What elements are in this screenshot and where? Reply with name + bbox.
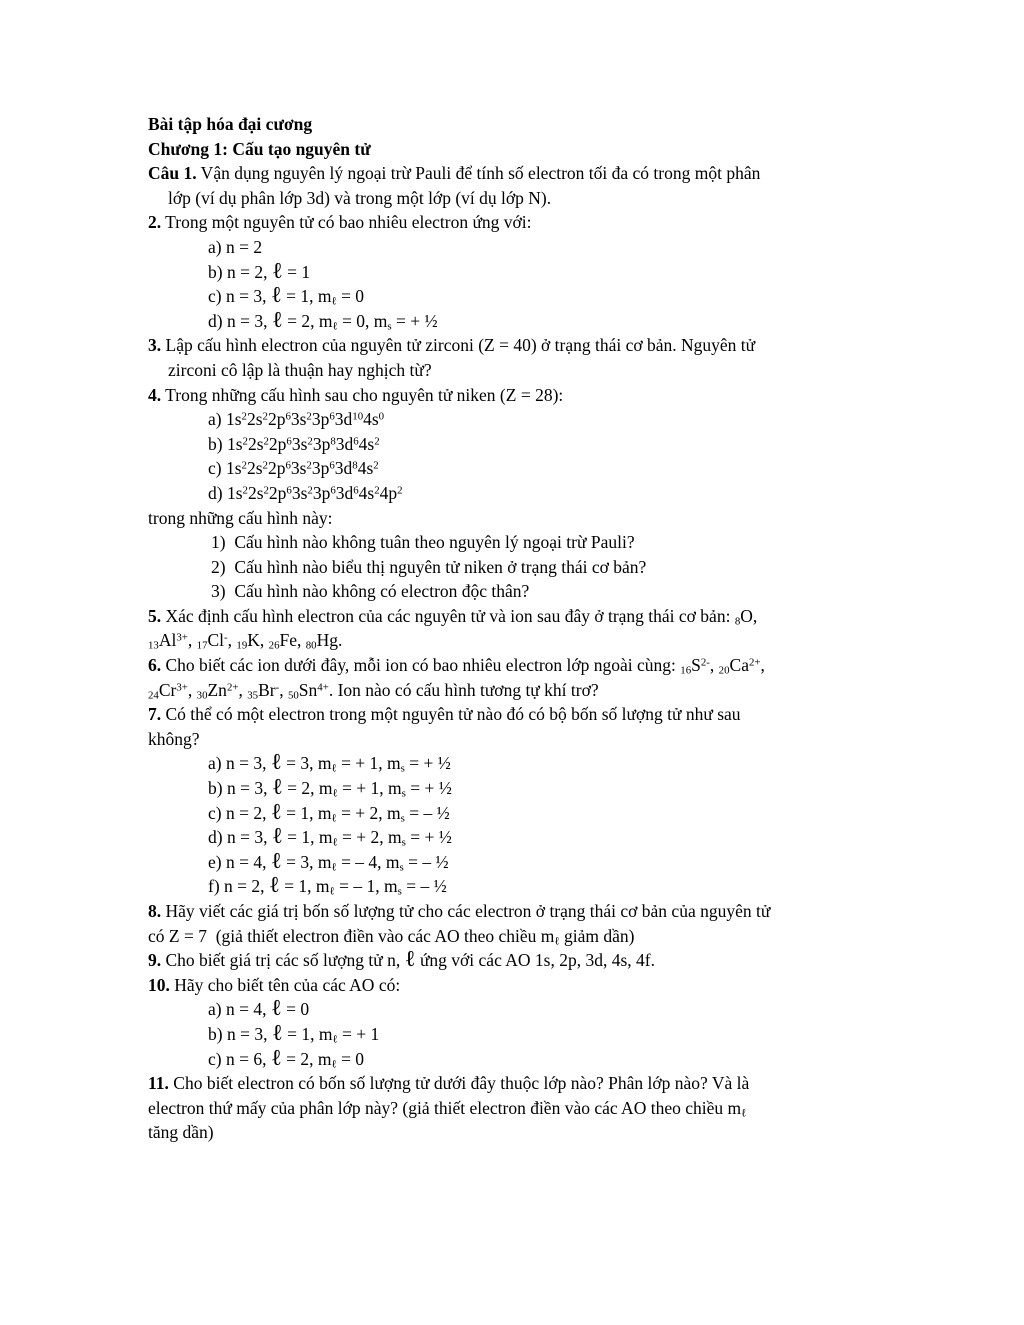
text-segment: 4s (363, 409, 379, 430)
text-segment: Cho biết giá trị các số lượng tử n, (161, 950, 405, 971)
text-segment: ℓ (332, 320, 338, 333)
text-segment: 6 (285, 459, 291, 472)
text-segment: 2 (241, 459, 247, 472)
text-segment: = 0, m (337, 310, 388, 331)
document-line (208, 284, 884, 309)
text-segment: ℓ (331, 1057, 337, 1070)
text-segment: có Z = 7 (giả thiết electron điền vào các AO theo chiều m (148, 925, 555, 946)
document-line (208, 306, 884, 334)
text-segment: 6 (286, 484, 292, 497)
text-segment: 3d (334, 458, 353, 479)
text-segment: Cho biết các ion dưới đây, mỗi ion có bao nhiêu electron lớp ngoài cùng: (161, 655, 681, 676)
text-segment: Cho biết electron có bốn số lượng tử dưới đây thuộc lớp nào? Phân lớp nào? Và là (168, 1073, 750, 1094)
text-segment: 1) Cấu hình nào không tuân theo nguyên lý ngoại trừ Pauli? (211, 532, 635, 553)
text-segment: Vận dụng nguyên lý ngoại trừ Pauli để tính số electron tối đa có trong một phân (196, 163, 761, 184)
text-segment: 3s (291, 482, 308, 503)
document-line (148, 137, 884, 162)
text-segment: = + ½ (391, 310, 438, 331)
document-line (208, 456, 884, 481)
text-segment: 2. (148, 212, 162, 233)
text-segment: Có thể có một electron trong một nguyên tử nào đó có bộ bốn số lượng tử như sau (161, 704, 741, 725)
text-segment: 2+ (226, 681, 239, 694)
text-segment: ℓ (270, 847, 282, 873)
text-segment: s (399, 861, 404, 874)
text-segment: = 1, m (282, 827, 333, 848)
text-segment: 3p (312, 482, 331, 503)
text-segment: b) 1s (208, 433, 243, 454)
text-segment: 2s (246, 409, 263, 430)
text-segment: = 0 (336, 1048, 365, 1069)
text-segment: = + 1 (337, 1023, 380, 1044)
text-segment: Cl (207, 630, 225, 651)
document-line (148, 383, 884, 408)
text-segment: S (691, 655, 701, 676)
text-segment: c) 1s (208, 458, 242, 479)
document-line (148, 1071, 884, 1096)
text-segment: Lập cấu hình electron của nguyên tử zirconi (Z = 40) ở trạng thái cơ bản. Nguyên tử (161, 335, 756, 356)
text-segment: 6 (329, 459, 335, 472)
text-segment: Hg. (316, 630, 343, 651)
document-line (208, 776, 884, 801)
text-segment: = + 2, m (336, 802, 401, 823)
text-segment: = 2, m (282, 778, 333, 799)
text-segment: = 0 (281, 999, 310, 1020)
document-line (208, 798, 884, 826)
text-segment: = 1 (282, 261, 311, 282)
text-segment: Sn (298, 679, 318, 700)
text-segment: s (400, 762, 405, 775)
document-line (211, 555, 884, 580)
text-segment: = – ½ (404, 802, 450, 823)
text-segment: a) 1s (208, 409, 242, 430)
document-line (148, 506, 884, 531)
text-segment: 2 (242, 484, 248, 497)
text-segment: 3d (335, 482, 354, 503)
text-segment: tăng dần) (148, 1122, 214, 1143)
text-segment: 10. (148, 974, 170, 995)
text-segment: 6 (285, 410, 291, 423)
text-segment: 8 (352, 459, 358, 472)
text-segment: Hãy cho biết tên của các AO có: (169, 974, 401, 995)
document-line (148, 899, 884, 924)
text-segment: 6 (353, 484, 359, 497)
text-segment: 4+ (317, 681, 329, 694)
document-line (208, 825, 884, 850)
text-segment: 16 (680, 664, 692, 677)
text-segment: 2s (247, 482, 264, 503)
text-segment: = + 1, m (337, 778, 402, 799)
text-segment: 10 (352, 410, 364, 423)
document-line (148, 1096, 884, 1121)
text-segment: = 3, m (281, 851, 332, 872)
document-line (208, 257, 884, 285)
text-segment: s (400, 812, 405, 824)
text-segment: 2 (374, 484, 380, 497)
text-segment: 35 (247, 689, 259, 702)
text-segment: 2p (267, 409, 286, 430)
document-line (148, 333, 884, 358)
text-segment: ℓ (741, 1107, 747, 1120)
text-segment: Cr (158, 679, 177, 700)
text-segment: Zn (207, 679, 227, 700)
text-segment: , (187, 679, 197, 700)
text-segment: = 1, m (282, 1023, 333, 1044)
text-segment: ℓ (404, 946, 416, 972)
document-line (208, 235, 884, 260)
text-segment: 50 (287, 689, 299, 702)
document-line (148, 161, 884, 186)
text-segment: 3p (312, 433, 331, 454)
document-line (148, 628, 884, 653)
document-line (208, 751, 884, 776)
text-segment: 8. (148, 901, 162, 921)
document-line (148, 702, 884, 727)
text-segment: 3s (291, 433, 308, 454)
document-line (208, 847, 884, 875)
text-segment: , (187, 630, 197, 651)
text-segment: lớp (ví dụ phân lớp 3d) và trong một lớp (ví dụ lớp N). (168, 187, 552, 208)
text-segment: , (238, 679, 248, 700)
text-segment: - (275, 681, 280, 694)
text-segment: 3+ (176, 631, 188, 644)
document-line (148, 604, 884, 629)
text-segment: , (227, 630, 237, 651)
text-segment: 4. (148, 384, 162, 405)
text-segment: s (401, 787, 406, 800)
text-segment: = 0 (336, 286, 365, 307)
text-segment: 3) Cấu hình nào không có electron độc thân? (211, 581, 530, 602)
text-segment: 2s (246, 458, 263, 479)
document-line (148, 924, 884, 949)
text-segment: 2- (700, 656, 710, 669)
text-segment: s (397, 885, 402, 898)
text-segment: 6 (353, 435, 359, 448)
text-segment: electron thứ mấy của phân lớp này? (giả thiết electron điền vào các AO theo chiều m (148, 1097, 742, 1118)
text-segment: 2 (306, 459, 312, 472)
text-segment: 2p (268, 433, 287, 454)
text-segment: 2 (241, 410, 247, 423)
text-segment: Fe, (279, 630, 306, 651)
text-segment: ℓ (270, 282, 282, 308)
document-line (208, 1019, 884, 1047)
text-segment: d) 1s (208, 482, 243, 503)
text-segment: f) n = 2, (208, 876, 269, 897)
text-segment: Bài tập hóa đại cương (148, 114, 313, 134)
text-segment: ℓ (271, 257, 283, 283)
text-segment: ℓ (332, 1033, 338, 1046)
document-line (208, 481, 884, 506)
document-line (211, 530, 884, 555)
text-segment: 2 (373, 459, 379, 472)
text-segment: ℓ (329, 885, 335, 898)
text-segment: 2 (374, 435, 380, 448)
text-segment: 2p (267, 458, 286, 479)
text-segment: s (401, 836, 406, 849)
text-segment: c) n = 2, (208, 802, 271, 823)
text-segment: 3p (311, 458, 330, 479)
text-segment: d) n = 3, (208, 827, 272, 848)
text-segment: 3s (290, 409, 307, 430)
text-segment: ℓ (554, 934, 560, 947)
document-line (148, 112, 884, 137)
text-segment: 11. (148, 1073, 169, 1094)
text-segment: = + ½ (405, 827, 452, 848)
text-segment: , (709, 655, 719, 676)
text-segment: b) n = 3, (208, 1023, 272, 1044)
document-line (148, 1120, 884, 1145)
document-line (208, 874, 884, 899)
document-line (168, 186, 884, 211)
text-segment: Chương 1: Cấu tạo nguyên tử (148, 138, 371, 159)
text-segment: = 2, m (281, 1048, 332, 1069)
text-segment: 2+ (748, 656, 761, 669)
text-segment: = – ½ (403, 851, 449, 872)
text-segment: = + 1, m (336, 753, 401, 774)
text-segment: Xác định cấu hình electron của các nguyên tử và ion sau đây ở trạng thái cơ bản: (161, 605, 735, 626)
text-segment: ℓ (270, 798, 282, 824)
text-segment: s (387, 320, 392, 333)
text-segment: 4s (358, 433, 375, 454)
text-segment: 26 (268, 639, 280, 652)
text-segment: 3p (311, 409, 330, 430)
document-line (208, 997, 884, 1022)
text-segment: 13 (148, 639, 159, 652)
text-segment: = – 4, m (336, 851, 400, 872)
text-segment: 2 (242, 435, 248, 448)
text-segment: e) n = 4, (208, 851, 271, 872)
text-segment: = 3, m (281, 753, 332, 774)
text-segment: = – 1, m (334, 876, 398, 897)
text-segment: 3d (335, 433, 354, 454)
text-segment: Br (258, 679, 276, 700)
text-segment: b) n = 3, (208, 778, 272, 799)
text-segment: a) n = 4, (208, 999, 271, 1020)
text-segment: không? (148, 728, 200, 749)
text-segment: = 2, m (282, 310, 333, 331)
text-segment: ℓ (270, 749, 282, 775)
text-segment: 2p (268, 482, 287, 503)
text-segment: 2 (263, 484, 269, 497)
text-segment: ℓ (271, 774, 283, 800)
text-segment: 0 (378, 410, 385, 423)
text-segment: b) n = 2, (208, 261, 272, 282)
text-segment: ℓ (331, 861, 337, 874)
text-segment: c) n = 6, (208, 1048, 271, 1069)
text-segment: 3s (290, 458, 307, 479)
text-segment: giảm dần) (559, 925, 635, 946)
text-segment: 8 (330, 435, 336, 448)
text-segment: 2s (247, 433, 264, 454)
text-segment: = 1, m (281, 802, 332, 823)
text-segment: ℓ (332, 787, 338, 800)
text-segment: c) n = 3, (208, 286, 271, 307)
text-segment: a) n = 2 (208, 236, 263, 257)
document-line (148, 653, 884, 678)
text-segment: 7. (148, 704, 162, 725)
text-segment: 4p (379, 482, 398, 503)
document-line (208, 407, 884, 432)
document-line (148, 973, 884, 998)
text-segment: 3d (334, 409, 353, 430)
text-segment: , (279, 679, 288, 700)
text-segment: 2 (306, 410, 312, 423)
text-segment: 24 (148, 689, 159, 702)
text-segment: a) n = 3, (208, 753, 271, 774)
text-segment: ℓ (332, 836, 338, 849)
text-segment: . Ion nào có cấu hình tương tự khí trơ? (328, 679, 599, 700)
text-segment: 3. (148, 335, 162, 356)
text-segment: 2) Cấu hình nào biểu thị nguyên tử niken ở trạng thái cơ bản? (211, 556, 647, 577)
text-segment: ℓ (331, 812, 337, 824)
text-segment: = 1, m (281, 286, 332, 307)
text-segment: Trong một nguyên tử có bao nhiêu electron ứng với: (161, 212, 532, 233)
text-segment: 2 (307, 435, 313, 448)
text-segment: zirconi cô lập là thuận hay nghịch từ? (168, 359, 432, 380)
text-segment: = + 2, m (337, 827, 402, 848)
text-segment: = + ½ (405, 778, 452, 799)
document-line (148, 948, 884, 973)
text-segment: ℓ (270, 995, 282, 1021)
text-segment: = + ½ (404, 753, 451, 774)
text-segment: ℓ (271, 1019, 283, 1045)
text-segment: 2 (263, 435, 269, 448)
text-segment: 8 (734, 615, 741, 628)
text-segment: 6 (330, 484, 336, 497)
text-segment: Ca (729, 655, 749, 676)
text-segment: 80 (305, 639, 317, 652)
text-segment: ℓ (331, 762, 337, 775)
document-line (148, 678, 884, 703)
text-segment: = 1, m (279, 876, 330, 897)
text-segment: 30 (196, 689, 208, 702)
text-segment: 6 (329, 410, 335, 423)
text-segment: Al (158, 630, 177, 651)
text-segment: - (224, 631, 228, 644)
text-segment: ℓ (270, 1044, 282, 1070)
text-segment: 9. (148, 950, 162, 971)
text-segment: , (760, 655, 765, 676)
text-segment: 4s (357, 458, 374, 479)
text-segment: ℓ (271, 823, 283, 849)
text-segment: ℓ (331, 295, 337, 308)
text-segment: 17 (196, 639, 208, 652)
text-segment: 2 (262, 459, 268, 472)
text-segment: 19 (236, 639, 248, 652)
text-segment: Hãy viết các giá trị bốn số lượng tử cho các electron ở trạng thái cơ bản của nguyên tử (161, 901, 771, 921)
text-segment: trong những cấu hình này: (148, 507, 333, 528)
text-segment: 2 (307, 484, 313, 497)
text-segment: 6. (148, 655, 162, 676)
text-segment: K, (247, 630, 269, 651)
text-segment: Trong những cấu hình sau cho nguyên tử niken (Z = 28): (161, 384, 564, 405)
document-line (208, 432, 884, 457)
text-segment: 6 (286, 435, 292, 448)
text-segment: ℓ (268, 872, 280, 898)
text-segment: 3+ (176, 681, 188, 694)
text-segment: = – ½ (401, 876, 447, 897)
text-segment: 2 (262, 410, 268, 423)
text-segment: 5. (148, 605, 162, 626)
text-segment: 2 (397, 484, 403, 497)
text-segment: d) n = 3, (208, 310, 272, 331)
text-segment: ứng với các AO 1s, 2p, 3d, 4s, 4f. (415, 950, 655, 971)
document-line (148, 210, 884, 235)
document-line (211, 579, 884, 604)
document-line (208, 1044, 884, 1072)
document-line (148, 727, 884, 752)
text-segment: ℓ (271, 306, 283, 332)
document-line (168, 358, 884, 383)
text-segment: O, (740, 605, 758, 626)
text-segment: 20 (718, 664, 730, 677)
text-segment: Câu 1. (148, 163, 197, 184)
text-segment: 4s (358, 482, 375, 503)
